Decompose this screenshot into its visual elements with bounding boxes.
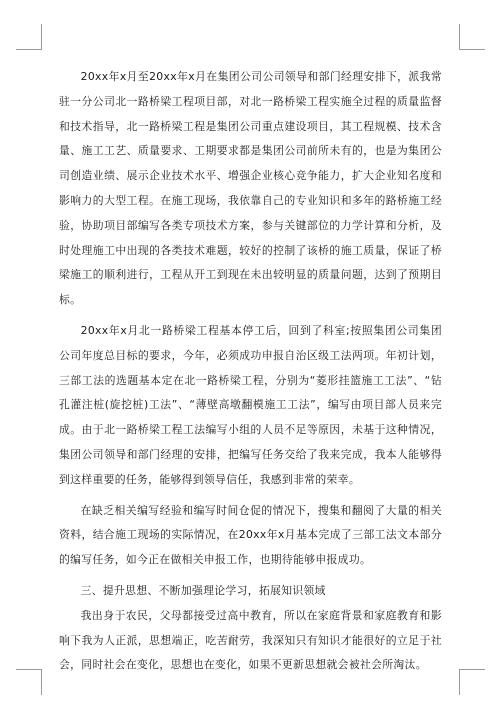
section-heading: 三、提升思想、不断加强理论学习，拓展知识领域 xyxy=(80,583,326,597)
paragraph-project-supervision: 20xx年x月至20xx年x月在集团公司公司领导和部门经理安排下，派我常驻一分公司北一路桥梁工程项目部，对北一路桥梁工程实施全过程的质量监督和技术指导，北一路桥梁工程是集团公司重点建设项目，其工程规模、技术含量、施工工艺、质量要求、工期要求都是集团公司前所未有的，也是为集团公司创造业绩、展示企业技术水平、增强企业核心竞争能力，扩大企业知名度和影响力的大型工程。在施工现场，我依靠自己的专业知识和多年的路桥施工经验，协助项目部编写各类专项技术方案，参与关键部位的力学计算和分析，及时处理施工中出现的各类技术难题，较好的控制了该桥的施工质量，保证了桥梁施工的顺利进行，工程从开工到现在未出较明显的质量问题，达到了预期目标。 xyxy=(59,70,442,307)
crop-mark-bottom-right xyxy=(459,669,485,670)
crop-mark-bottom-left xyxy=(41,669,42,695)
paragraph-method-writing: 在缺乏相关编写经验和编写时间仓促的情况下，搜集和翻阅了大量的相关资料，结合施工现场的实际情况，在20xx年x月基本完成了三部工法文本部分的编写任务，如今正在做相关申报工作，也期待能够申报成功。 xyxy=(59,503,442,567)
crop-mark-top-left xyxy=(16,49,42,50)
paragraph-personal-background: 我出身于农民，父母都接受过高中教育，所以在家庭背景和家庭教育和影响下我为人正派，思想端正，吃苦耐劳，我深知只有知识才能很好的立足于社会，同时社会在变化，思想也在变化，如果不更新思想就会被社会所淘汰。 xyxy=(59,608,442,672)
document-body xyxy=(59,65,442,678)
crop-mark-top-right xyxy=(459,49,485,50)
paragraph-construction-method: 20xx年x月北一路桥梁工程基本停工后，回到了科室;按照集团公司集团公司年度总目标的要求，今年，必须成功申报自治区级工法两项。年初计划，三部工法的选题基本定在北一路桥梁工程，分别为“菱形挂篮施工工法”、“钻孔灌注桩(旋挖桩)工法”、“薄壁高墩翻模施工工法”，编写由项目部人员来完成。由于北一路桥梁工程工法编写小组的人员不足等原因，未基于这种情况，集团公司领导和部门经理的安排，把编写任务交给了我来完成，我本人能够得到这样重要的任务，能够得到领导信任，我感到非常的荣幸。 xyxy=(59,323,442,486)
crop-mark-top-right xyxy=(459,24,460,50)
crop-mark-top-left xyxy=(41,24,42,50)
crop-mark-bottom-right xyxy=(459,669,460,695)
crop-mark-bottom-left xyxy=(16,669,42,670)
